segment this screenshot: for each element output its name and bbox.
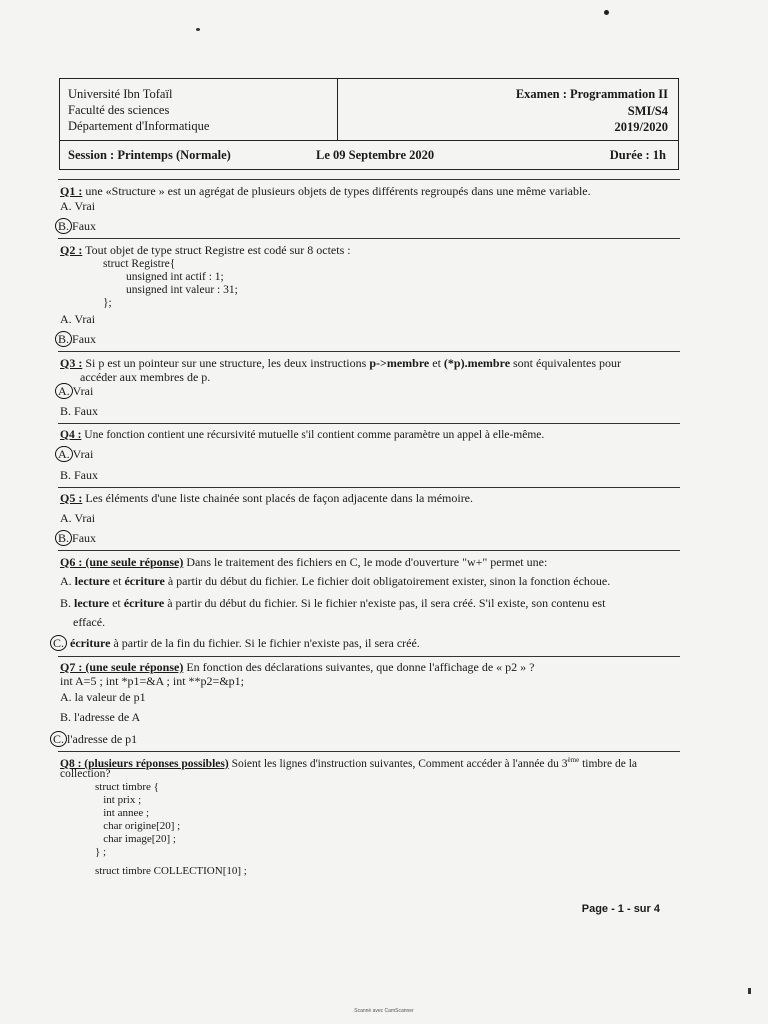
q6-option-a-bold-1: lecture: [74, 574, 110, 588]
question-3-bold-2: (*p).membre: [443, 356, 511, 370]
question-3-text-2: et: [429, 356, 444, 370]
q3-option-a: [55, 383, 93, 399]
q5-option-b-circled: B.: [55, 530, 72, 546]
q8-code: struct timbre { int prix ; int annee ; char origine[20] ; char image[20] ; } ;: [95, 781, 181, 858]
divider: [58, 550, 680, 551]
exam-title: Examen : Programmation II: [515, 87, 668, 101]
q6-option-c-text: à partir de la fin du fichier. Si le fichier n'existe pas, il sera créé.: [110, 636, 420, 650]
question-5: [60, 491, 473, 505]
question-1: [60, 184, 591, 198]
question-8: [60, 753, 637, 771]
divider: [58, 751, 680, 752]
question-6: [60, 555, 547, 569]
divider: [58, 179, 680, 180]
q6-option-b-bold-1: lecture: [74, 596, 110, 610]
question-4: [60, 428, 544, 442]
q5-option-b-text: Faux: [72, 531, 97, 545]
q3-option-a-text: Vrai: [72, 384, 94, 398]
divider: [58, 487, 680, 488]
q1-option-b: [55, 218, 96, 234]
q4-option-a-text: Vrai: [72, 447, 94, 461]
exam-duration: Durée : 1h: [609, 148, 666, 162]
q2-option-b: [55, 331, 96, 347]
faculty-name: Faculté des sciences: [68, 103, 170, 117]
q6-option-a: [60, 574, 610, 588]
page-number: Page - 1 - sur 4: [581, 903, 660, 915]
question-4-label: Q4 :: [60, 429, 82, 441]
scan-speck: [604, 10, 609, 15]
q6-option-a-bold-2: écriture: [124, 574, 165, 588]
q6-option-b-continuation: effacé.: [73, 615, 106, 629]
question-1-text: une «Structure » est un agrégat de plusieurs objets de types différents regroupés dans une même variable.: [85, 184, 591, 198]
q4-option-a-circled: A.: [55, 446, 73, 462]
question-3-bold-1: p->membre: [369, 356, 430, 370]
q6-option-c-bold: écriture: [70, 636, 111, 650]
question-8-label: Q8 : (plusieurs réponses possibles): [60, 757, 229, 770]
question-3-continuation: accéder aux membres de p.: [80, 370, 211, 384]
q1-option-b-circled: B.: [55, 218, 72, 234]
scan-speck: [748, 988, 751, 994]
q5-option-b: [55, 530, 96, 546]
q7-option-a: A. la valeur de p1: [60, 690, 146, 704]
question-3-label: Q3 :: [60, 356, 83, 370]
divider: [58, 423, 680, 424]
question-4-text: Une fonction contient une récursivité mutuelle s'il contient comme paramètre un appel à elle-même.: [84, 429, 545, 441]
q6-option-a-letter: A.: [60, 574, 75, 588]
header-table: [59, 78, 679, 170]
exam-date: Le 09 Septembre 2020: [316, 148, 435, 162]
question-5-label: Q5 :: [60, 491, 83, 505]
q1-option-a: A. Vrai: [60, 199, 96, 213]
question-1-label: Q1 :: [60, 184, 83, 198]
q6-option-a-mid: et: [109, 574, 125, 588]
question-2-text: Tout objet de type struct Registre est codé sur 8 octets :: [85, 243, 351, 257]
question-8-sup: ème: [567, 756, 580, 764]
q4-option-a: [55, 446, 93, 462]
q7-option-c: [50, 731, 137, 747]
exam-year: 2019/2020: [614, 120, 668, 134]
q6-option-c: [50, 635, 420, 651]
scanner-watermark: Scanné avec CamScanner: [354, 1008, 414, 1014]
q8-declaration: struct timbre COLLECTION[10] ;: [95, 865, 247, 877]
question-3: [60, 356, 621, 370]
university-name: Université Ibn Tofaïl: [68, 87, 173, 101]
q1-option-b-text: Faux: [72, 219, 97, 233]
question-7-label: Q7 : (une seule réponse): [60, 660, 184, 674]
q2-option-b-circled: B.: [55, 331, 72, 347]
question-6-text: Dans le traitement des fichiers en C, le mode d'ouverture "w+" permet une:: [186, 555, 548, 569]
q3-option-a-circled: A.: [55, 383, 73, 399]
q7-option-c-circled: C.: [50, 731, 67, 747]
q6-option-c-circled: C.: [50, 635, 67, 651]
q6-option-a-text: à partir du début du fichier. Le fichier doit obligatoirement exister, sinon la fonction échoue.: [164, 574, 611, 588]
session-label: Session : Printemps (Normale): [68, 148, 231, 162]
q7-option-c-text: l'adresse de p1: [67, 732, 138, 746]
divider: [58, 351, 680, 352]
question-8-text-2: timbre de la: [579, 757, 638, 770]
question-8-continuation: collection?: [60, 768, 111, 780]
q6-option-b-text: à partir du début du fichier. Si le fichier n'existe pas, il sera créé. S'il existe, son contenu est: [164, 596, 606, 610]
header-divider-vertical: [337, 79, 338, 140]
question-3-text-1: Si p est un pointeur sur une structure, les deux instructions: [85, 356, 370, 370]
exam-level: SMI/S4: [627, 104, 668, 118]
q2-option-b-text: Faux: [72, 332, 97, 346]
question-3-text-3: sont équivalentes pour: [510, 356, 621, 370]
department-name: Département d'Informatique: [68, 119, 210, 133]
q3-option-b: B. Faux: [60, 404, 99, 418]
q4-option-b: B. Faux: [60, 468, 99, 482]
question-2: [60, 243, 351, 257]
question-7-text: En fonction des déclarations suivantes, que donne l'affichage de « p2 » ?: [186, 660, 535, 674]
scan-speck: [196, 28, 200, 31]
q2-option-a: A. Vrai: [60, 312, 96, 326]
q6-option-b: [60, 596, 605, 610]
q6-option-b-mid: et: [109, 596, 124, 610]
question-2-label: Q2 :: [60, 243, 83, 257]
question-5-text: Les éléments d'une liste chainée sont placés de façon adjacente dans la mémoire.: [85, 491, 474, 505]
question-6-label: Q6 : (une seule réponse): [60, 555, 184, 569]
question-8-text-1: Soient les lignes d'instruction suivantes, Comment accéder à l'année du 3: [231, 757, 568, 770]
q7-declaration: int A=5 ; int *p1=&A ; int **p2=&p1;: [60, 674, 244, 688]
question-7: [60, 660, 535, 674]
q6-option-b-letter: B.: [60, 596, 75, 610]
q6-option-b-bold-2: écriture: [123, 596, 165, 610]
q7-option-b: B. l'adresse de A: [60, 710, 141, 724]
q5-option-a: A. Vrai: [60, 511, 96, 525]
divider: [58, 238, 680, 239]
header-divider-horizontal: [60, 140, 678, 141]
divider: [58, 656, 680, 657]
q2-code: struct Registre{ unsigned int actif : 1; unsigned int valeur : 31; };: [103, 258, 238, 309]
